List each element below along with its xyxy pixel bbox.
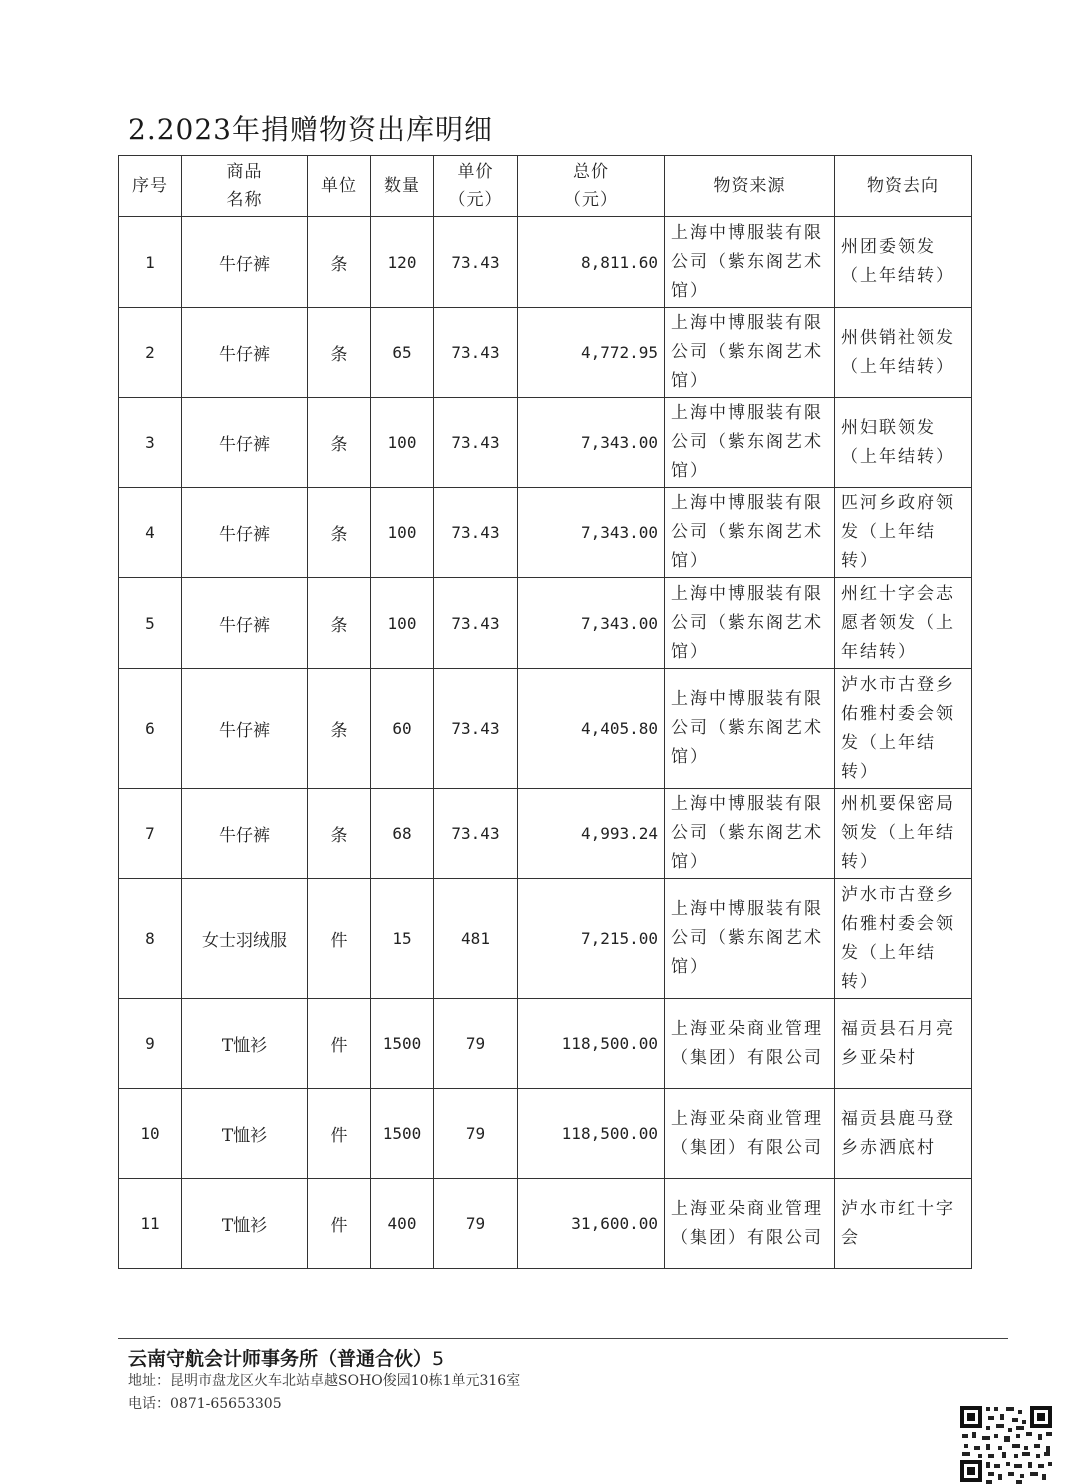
cell-dest: 州机要保密局领发（上年结转） xyxy=(835,789,972,879)
cell-dest: 州供销社领发（上年结转） xyxy=(835,308,972,398)
cell-seq: 2 xyxy=(119,308,182,398)
cell-name: 女士羽绒服 xyxy=(182,879,308,999)
cell-qty: 100 xyxy=(371,398,434,488)
table-header-row xyxy=(119,156,972,217)
cell-source: 上海亚朵商业管理（集团）有限公司 xyxy=(665,1089,835,1179)
cell-unit: 件 xyxy=(308,1179,371,1269)
cell-total: 7,343.00 xyxy=(518,398,665,488)
cell-total: 4,405.80 xyxy=(518,669,665,789)
cell-source: 上海中博服装有限公司（紫东阁艺术馆） xyxy=(665,578,835,669)
cell-dest: 匹河乡政府领发（上年结转） xyxy=(835,488,972,578)
firm-name-text: 云南守航会计师事务所（普通合伙） xyxy=(128,1348,433,1370)
cell-seq: 6 xyxy=(119,669,182,789)
cell-name: 牛仔裤 xyxy=(182,789,308,879)
cell-seq: 3 xyxy=(119,398,182,488)
donation-outbound-table xyxy=(118,155,972,1269)
cell-dest: 泸水市红十字会 xyxy=(835,1179,972,1269)
cell-source: 上海中博服装有限公司（紫东阁艺术馆） xyxy=(665,488,835,578)
header-name-line1: 商品 xyxy=(226,162,263,182)
cell-seq: 1 xyxy=(119,217,182,308)
cell-price: 73.43 xyxy=(434,308,518,398)
cell-unit: 条 xyxy=(308,578,371,669)
cell-source: 上海中博服装有限公司（紫东阁艺术馆） xyxy=(665,789,835,879)
cell-name: 牛仔裤 xyxy=(182,398,308,488)
cell-name: 牛仔裤 xyxy=(182,578,308,669)
cell-name: 牛仔裤 xyxy=(182,308,308,398)
firm-address: 地址：昆明市盘龙区火车北站卓越SOHO俊园10栋1单元316室 xyxy=(128,1373,521,1389)
cell-total: 7,215.00 xyxy=(518,879,665,999)
cell-unit: 条 xyxy=(308,488,371,578)
cell-name: T恤衫 xyxy=(182,999,308,1089)
cell-name: T恤衫 xyxy=(182,1179,308,1269)
cell-qty: 400 xyxy=(371,1179,434,1269)
cell-total: 4,772.95 xyxy=(518,308,665,398)
cell-qty: 100 xyxy=(371,488,434,578)
cell-name: 牛仔裤 xyxy=(182,669,308,789)
qr-code-icon xyxy=(958,1404,1054,1484)
table-row xyxy=(119,1089,972,1179)
cell-qty: 1500 xyxy=(371,999,434,1089)
header-seq: 序号 xyxy=(119,156,182,217)
header-qty: 数量 xyxy=(371,156,434,217)
cell-unit: 条 xyxy=(308,217,371,308)
cell-qty: 100 xyxy=(371,578,434,669)
cell-source: 上海中博服装有限公司（紫东阁艺术馆） xyxy=(665,398,835,488)
header-name xyxy=(182,156,308,217)
table-row xyxy=(119,669,972,789)
header-unit: 单位 xyxy=(308,156,371,217)
cell-price: 73.43 xyxy=(434,398,518,488)
cell-unit: 条 xyxy=(308,308,371,398)
cell-qty: 1500 xyxy=(371,1089,434,1179)
cell-price: 79 xyxy=(434,1089,518,1179)
cell-price: 79 xyxy=(434,999,518,1089)
table-row xyxy=(119,488,972,578)
cell-source: 上海中博服装有限公司（紫东阁艺术馆） xyxy=(665,879,835,999)
cell-unit: 件 xyxy=(308,879,371,999)
cell-qty: 15 xyxy=(371,879,434,999)
header-total-line1: 总价 xyxy=(573,162,609,182)
table-row xyxy=(119,308,972,398)
cell-dest: 泸水市古登乡佑雅村委会领发（上年结转） xyxy=(835,879,972,999)
cell-source: 上海中博服装有限公司（紫东阁艺术馆） xyxy=(665,217,835,308)
table-row xyxy=(119,398,972,488)
cell-total: 7,343.00 xyxy=(518,578,665,669)
cell-unit: 件 xyxy=(308,999,371,1089)
cell-name: 牛仔裤 xyxy=(182,488,308,578)
cell-price: 73.43 xyxy=(434,578,518,669)
cell-name: T恤衫 xyxy=(182,1089,308,1179)
cell-total: 7,343.00 xyxy=(518,488,665,578)
cell-source: 上海亚朵商业管理（集团）有限公司 xyxy=(665,999,835,1089)
cell-unit: 条 xyxy=(308,789,371,879)
cell-price: 79 xyxy=(434,1179,518,1269)
cell-seq: 5 xyxy=(119,578,182,669)
cell-total: 118,500.00 xyxy=(518,999,665,1089)
footer-divider xyxy=(118,1338,1008,1339)
cell-seq: 9 xyxy=(119,999,182,1089)
cell-name: 牛仔裤 xyxy=(182,217,308,308)
table-row xyxy=(119,1179,972,1269)
cell-dest: 福贡县石月亮乡亚朵村 xyxy=(835,999,972,1089)
cell-total: 31,600.00 xyxy=(518,1179,665,1269)
header-price-line2: （元） xyxy=(448,190,503,210)
cell-dest: 州红十字会志愿者领发（上年结转） xyxy=(835,578,972,669)
cell-price: 73.43 xyxy=(434,669,518,789)
header-total xyxy=(518,156,665,217)
cell-source: 上海中博服装有限公司（紫东阁艺术馆） xyxy=(665,308,835,398)
table-row xyxy=(119,217,972,308)
cell-dest: 福贡县鹿马登乡赤洒底村 xyxy=(835,1089,972,1179)
cell-total: 118,500.00 xyxy=(518,1089,665,1179)
cell-dest: 州妇联领发（上年结转） xyxy=(835,398,972,488)
cell-total: 8,811.60 xyxy=(518,217,665,308)
cell-price: 481 xyxy=(434,879,518,999)
cell-price: 73.43 xyxy=(434,217,518,308)
cell-seq: 7 xyxy=(119,789,182,879)
cell-seq: 11 xyxy=(119,1179,182,1269)
cell-unit: 件 xyxy=(308,1089,371,1179)
firm-name xyxy=(128,1344,444,1371)
cell-total: 4,993.24 xyxy=(518,789,665,879)
cell-qty: 65 xyxy=(371,308,434,398)
header-name-line2: 名称 xyxy=(226,190,263,210)
cell-price: 73.43 xyxy=(434,488,518,578)
table-row xyxy=(119,578,972,669)
table-row xyxy=(119,789,972,879)
cell-dest: 泸水市古登乡佑雅村委会领发（上年结转） xyxy=(835,669,972,789)
cell-seq: 8 xyxy=(119,879,182,999)
cell-source: 上海亚朵商业管理（集团）有限公司 xyxy=(665,1179,835,1269)
table-row xyxy=(119,879,972,999)
cell-unit: 条 xyxy=(308,669,371,789)
cell-qty: 68 xyxy=(371,789,434,879)
table-row xyxy=(119,999,972,1089)
cell-qty: 120 xyxy=(371,217,434,308)
header-dest: 物资去向 xyxy=(835,156,972,217)
header-price xyxy=(434,156,518,217)
header-price-line1: 单价 xyxy=(457,162,494,182)
header-total-line2: （元） xyxy=(564,190,618,210)
page-number: 5 xyxy=(432,1348,445,1370)
cell-unit: 条 xyxy=(308,398,371,488)
firm-phone: 电话：0871-65653305 xyxy=(128,1396,282,1412)
page-heading: 2.2023年捐赠物资出库明细 xyxy=(128,113,493,146)
cell-qty: 60 xyxy=(371,669,434,789)
cell-seq: 10 xyxy=(119,1089,182,1179)
cell-seq: 4 xyxy=(119,488,182,578)
header-source: 物资来源 xyxy=(665,156,835,217)
cell-source: 上海中博服装有限公司（紫东阁艺术馆） xyxy=(665,669,835,789)
cell-price: 73.43 xyxy=(434,789,518,879)
cell-dest: 州团委领发（上年结转） xyxy=(835,217,972,308)
